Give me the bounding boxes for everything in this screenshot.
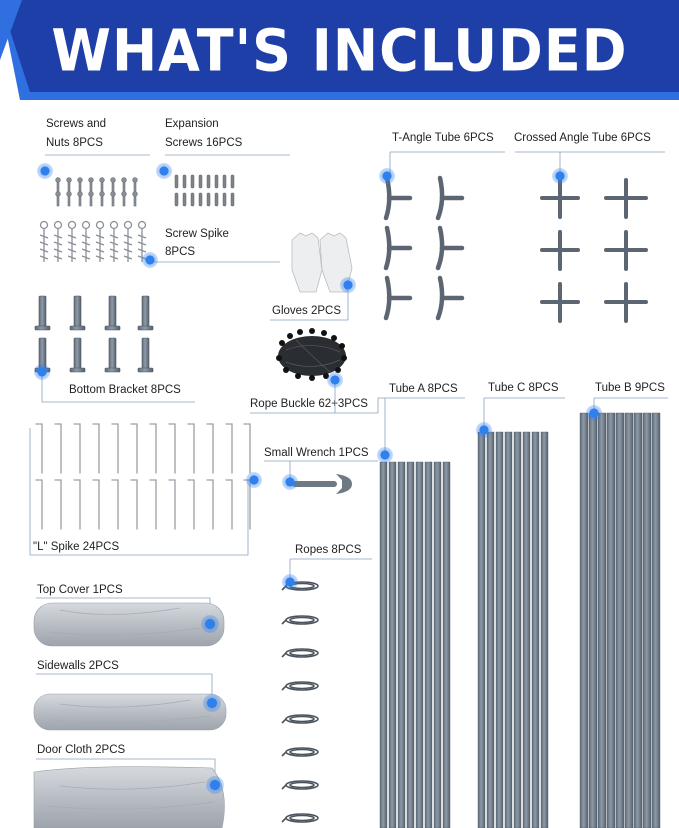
small-wrench-image — [292, 474, 352, 494]
marker-dot — [142, 252, 158, 268]
label-line: 8PCS — [165, 246, 196, 258]
bottom-bracket-image — [35, 296, 153, 372]
label-door-cloth: Door Cloth 2PCS — [37, 744, 126, 756]
marker-dot — [327, 372, 343, 388]
screw-spike-image — [40, 222, 146, 263]
marker-dot — [156, 163, 172, 179]
tube-c-image — [478, 432, 548, 828]
expansion-screws-image — [175, 175, 234, 206]
marker-dot — [34, 364, 50, 380]
label-sidewalls: Sidewalls 2PCS — [37, 660, 119, 672]
marker-dot — [203, 694, 221, 712]
marker-dot — [206, 776, 224, 794]
label-tube-b: Tube B 9PCS — [595, 382, 665, 394]
label-line: Screws 16PCS — [165, 137, 243, 149]
label-gloves: Gloves 2PCS — [272, 305, 342, 317]
label-l-spike: "L" Spike 24PCS — [33, 541, 120, 553]
marker-dot — [282, 574, 298, 590]
tube-b-image — [580, 413, 660, 828]
label-line: Expansion — [165, 118, 219, 130]
page-title: WHAT'S INCLUDED — [51, 15, 628, 85]
marker-dot — [586, 405, 602, 421]
crossed-angle-tube-image — [542, 180, 646, 321]
marker-dot — [379, 168, 395, 184]
marker-dot — [340, 277, 356, 293]
label-t-angle-tube: T-Angle Tube 6PCS — [392, 132, 494, 144]
label-line: Screw Spike — [165, 228, 229, 240]
door-cloth-image — [34, 767, 224, 828]
marker-dot — [476, 422, 492, 438]
label-tube-a: Tube A 8PCS — [389, 383, 458, 395]
leader-lines — [30, 152, 668, 785]
label-line: Nuts 8PCS — [46, 137, 103, 149]
marker-dot — [552, 168, 568, 184]
label-rope-buckle: Rope Buckle 62+3PCS — [250, 398, 368, 410]
label-tube-c: Tube C 8PCS — [488, 382, 559, 394]
top-cover-image — [34, 603, 224, 646]
l-spike-image — [36, 424, 250, 529]
label-crossed-angle-tube: Crossed Angle Tube 6PCS — [514, 132, 651, 144]
marker-dot — [37, 163, 53, 179]
tube-a-image — [380, 462, 450, 828]
ropes-image — [282, 582, 318, 822]
marker-dot — [377, 447, 393, 463]
label-ropes: Ropes 8PCS — [295, 544, 362, 556]
sidewalls-image — [34, 694, 226, 730]
marker-dot — [201, 615, 219, 633]
label-top-cover: Top Cover 1PCS — [37, 584, 123, 596]
label-line: Screws and — [46, 118, 107, 130]
label-bottom-bracket: Bottom Bracket 8PCS — [69, 384, 181, 396]
t-angle-tube-image — [386, 178, 462, 318]
screws-and-nuts-image — [56, 178, 138, 206]
marker-dot — [246, 472, 262, 488]
marker-dot — [282, 474, 298, 490]
label-small-wrench: Small Wrench 1PCS — [264, 447, 369, 459]
